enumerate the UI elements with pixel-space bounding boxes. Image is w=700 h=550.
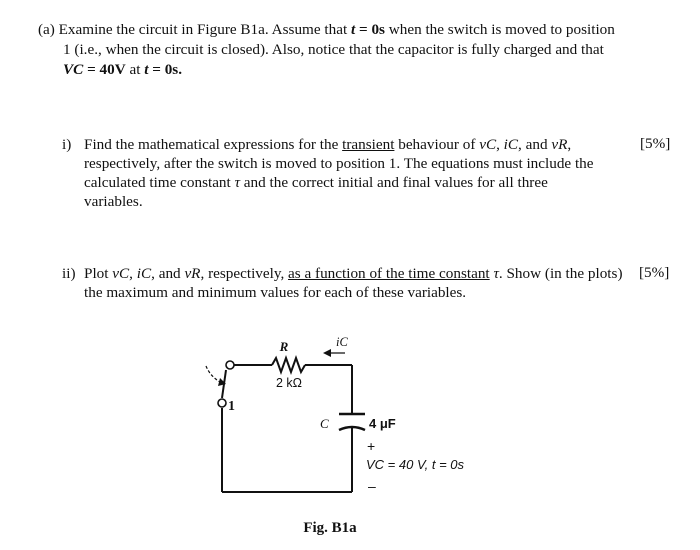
switch-motion-arc (206, 366, 220, 382)
switch-terminal-top (226, 361, 234, 369)
question-i-number: i) (62, 136, 72, 153)
capacitor-label: C (320, 416, 329, 431)
underlined-time-constant: as a function of the time constant (288, 265, 490, 282)
switch-terminal-1 (218, 399, 226, 407)
question-intro: (a) Examine the circuit in Figure B1a. Assume that t = 0s when the switch is moved to position 1 (i.e., when the circuit is closed). Also, notice that the capacitor is fully charged and that VC = 40V at t = 0s. (38, 21, 615, 78)
figure-caption: Fig. B1a (303, 520, 357, 536)
question-ii-number: ii) (62, 265, 76, 282)
marks-i: [5%] (640, 135, 671, 152)
current-label: iC (336, 335, 348, 349)
question-i: i) Find the mathematical expressions for the transient behaviour of vC, iC, and vR, respectively, after the switch is moved to position 1. The equations must include the calculated time constant τ and the correct initial and final values for all three variables. (62, 136, 594, 210)
resistor-symbol (272, 358, 305, 372)
resistor-value: 2 kΩ (275, 376, 303, 390)
capacitor-value: 4 μF (369, 416, 396, 431)
marks-ii: [5%] (639, 264, 670, 281)
switch-position-label: 1 (228, 399, 235, 414)
part-label: (a) (38, 21, 55, 38)
underlined-transient: transient (342, 136, 395, 153)
current-arrow-icon (323, 349, 331, 357)
resistor-label: R (279, 339, 289, 354)
minus-sign: – (368, 478, 376, 494)
plus-sign: + (367, 438, 376, 454)
vc-annotation: VC = 40 V, t = 0s (366, 457, 465, 472)
question-ii: ii) Plot vC, iC, and vR, respectively, as a function of the time constant τ. Show (in the plots) the maximum and minimum values for each of these variables. (62, 265, 623, 301)
